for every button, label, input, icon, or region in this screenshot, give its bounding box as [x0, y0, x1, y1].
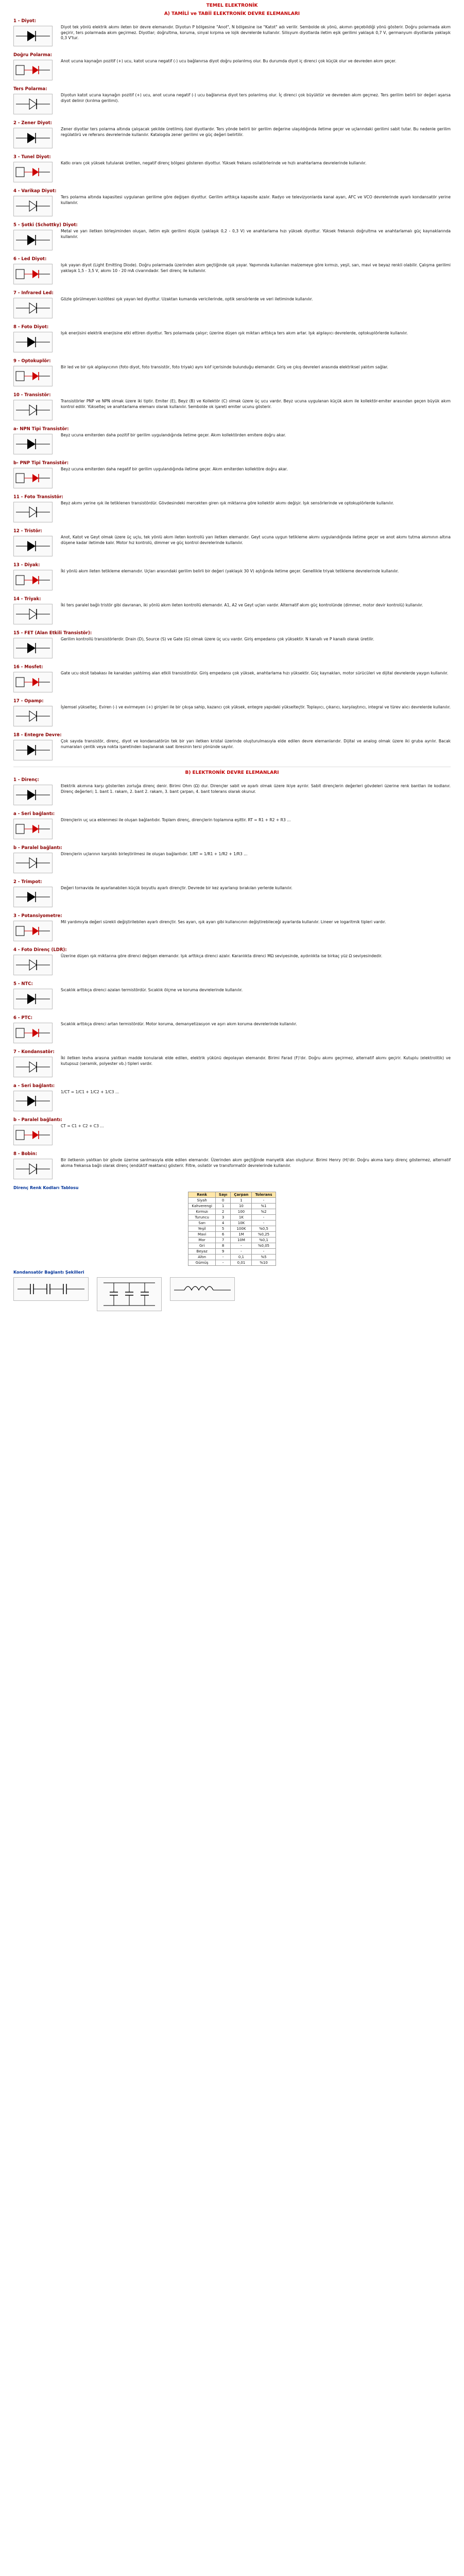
- section-b-entry-12: [13, 1151, 451, 1181]
- section-a-entry-14: [13, 461, 451, 490]
- component-title: b - Paralel bağlantı:: [13, 845, 62, 851]
- table-cell: -: [215, 1255, 231, 1260]
- table-cell: %1: [252, 1204, 276, 1209]
- table-cell: -: [252, 1215, 276, 1221]
- component-title: Doğru Polarma:: [13, 53, 53, 58]
- component-title: 6 - PTC:: [13, 1015, 33, 1021]
- component-symbol: [13, 785, 53, 805]
- component-body: [13, 852, 451, 875]
- component-title: 10 - Transistör:: [13, 393, 51, 398]
- component-title: 1 - Diyot:: [13, 19, 37, 24]
- component-body: [13, 1022, 451, 1045]
- component-description: Sıcaklık arttıkça direnci artan termistördür. Motor koruma, demanyetizasyon ve aşırı akım koruma devrelerinde kullanılır.: [61, 1022, 297, 1026]
- component-symbol: [13, 332, 53, 352]
- component-body: [13, 954, 451, 977]
- inductor-figure: [170, 1277, 235, 1301]
- color-table-col-1: Renk: [188, 1192, 216, 1198]
- table-cell: %0,05: [252, 1243, 276, 1249]
- component-body: [13, 886, 451, 909]
- component-body: [13, 93, 451, 116]
- component-title: 15 - FET (Alan Etkili Transistör):: [13, 631, 92, 636]
- component-title: 11 - Foto Transistör:: [13, 495, 63, 500]
- component-description: Dirençlerin uçlarının karşılıklı birleştirilmesi ile oluşan bağlantıdır. 1/RT = 1/R1 + 1/R2 + 1/R3 ...: [61, 852, 248, 856]
- table-cell: %0,5: [252, 1226, 276, 1232]
- component-title: 1 - Direnç:: [13, 777, 39, 783]
- table-row: [188, 1260, 276, 1266]
- component-description: Anot, Katot ve Geyt olmak üzere üç uçlu, tek yönlü akım ileten kontrollü yarı iletken elemandır. Geyt ucuna uygun tetikleme akımı uygulandığında iletime geçer ve anot akımı tutma akımının altına düşene kadar iletimde kalır. Motor hız kontrolü, dimmer ve güç kontrol devrelerinde kullanılır.: [61, 535, 451, 545]
- component-symbol: [13, 1091, 53, 1111]
- table-cell: -: [231, 1243, 252, 1249]
- table-cell: Siyah: [188, 1198, 216, 1204]
- table-cell: 100: [231, 1209, 252, 1215]
- component-description: Bir iletkenin yalıtkan bir gövde üzerine sarılmasıyla elde edilen elemandır. Üzerinden akım geçtiğinde manyetik alan oluşturur. Birimi Henry (H)'dir. Doğru akıma karşı direnç göstermez, alternatif akıma frekansa bağlı olarak direnç (endüktif reaktans) gösterir. Filtre, osilatör ve transformatör devrelerinde kullanılır.: [61, 1158, 451, 1168]
- section-b-entry-2: [13, 811, 451, 841]
- component-description: CT = C1 + C2 + C3 ...: [61, 1124, 104, 1128]
- section-a-entry-22: [13, 733, 451, 762]
- component-symbol: [13, 366, 53, 386]
- section-b-items: [13, 777, 451, 1181]
- component-symbol: [13, 26, 53, 46]
- table-cell: %10: [252, 1260, 276, 1266]
- table-cell: 100K: [231, 1226, 252, 1232]
- component-body: [13, 263, 451, 286]
- component-description: 1/CT = 1/C1 + 1/C2 + 1/C3 ...: [61, 1090, 119, 1094]
- table-cell: -: [231, 1249, 252, 1255]
- component-description: Sıcaklık arttıkça direnci azalan termistördür. Sıcaklık ölçme ve koruma devrelerinde kullanılır.: [61, 988, 243, 992]
- table-cell: %5: [252, 1255, 276, 1260]
- table-cell: %0,25: [252, 1232, 276, 1238]
- component-body: [13, 297, 451, 320]
- component-symbol: [13, 1125, 53, 1145]
- table-cell: Kahverengi: [188, 1204, 216, 1209]
- table-cell: -: [252, 1221, 276, 1226]
- component-description: Çok sayıda transistör, direnç, diyot ve kondansatörün tek bir yarı iletken kristal üzerinde oluşturulmasıyla elde edilen devre elemanlarıdır. Dijital ve analog olmak üzere iki gruba ayrılır. Bacak numaraları çentik veya nokta işaretinden başlanarak saat ibresinin tersi yönünde sayılır.: [61, 739, 451, 749]
- section-a-entry-7: [13, 223, 451, 252]
- section-a-entry-21: [13, 699, 451, 728]
- component-description: Metal ve yarı iletken birleşiminden oluşan, iletim eşik gerilimi düşük (yaklaşık 0,2 - 0,3 V) ve anahtarlama hızı yüksek diyottur. Yüksek frekanslı doğrultma ve anahtarlamalı güç kaynaklarında kullanılır.: [61, 229, 451, 239]
- component-symbol: [13, 570, 53, 590]
- section-b-entry-10: [13, 1083, 451, 1113]
- component-symbol: [13, 434, 53, 454]
- table-cell: 4: [215, 1221, 231, 1226]
- component-title: 13 - Diyak:: [13, 563, 40, 568]
- table-cell: 9: [215, 1249, 231, 1255]
- component-symbol: [13, 60, 53, 80]
- section-b-entry-6: [13, 947, 451, 977]
- table-cell: 2: [215, 1209, 231, 1215]
- section-a-entry-5: [13, 155, 451, 184]
- component-body: [13, 705, 451, 728]
- component-body: [13, 603, 451, 626]
- component-title: Ters Polarma:: [13, 87, 47, 92]
- section-b-entry-5: [13, 913, 451, 943]
- component-symbol: [13, 921, 53, 941]
- table-row: [188, 1238, 276, 1243]
- component-symbol: [13, 604, 53, 624]
- table-row: [188, 1249, 276, 1255]
- component-body: [13, 1124, 451, 1147]
- table-cell: 10M: [231, 1238, 252, 1243]
- table-cell: 0: [215, 1198, 231, 1204]
- section-b-entry-9: [13, 1049, 451, 1079]
- component-symbol: [13, 740, 53, 760]
- table-cell: Turuncu: [188, 1215, 216, 1221]
- component-title: 7 - Kondansatör:: [13, 1049, 55, 1055]
- table-cell: Mavi: [188, 1232, 216, 1238]
- section-a-entry-4: [13, 121, 451, 150]
- component-description: Gözle görülmeyen kızılötesi ışık yayan led diyottur. Uzaktan kumanda vericilerinde, optik sensörlerde ve veri iletiminde kullanılır.: [61, 297, 313, 301]
- component-title: 18 - Entegre Devre:: [13, 733, 62, 738]
- component-body: [13, 671, 451, 694]
- component-symbol: [13, 672, 53, 692]
- table-cell: 0,01: [231, 1260, 252, 1266]
- component-symbol: [13, 128, 53, 148]
- component-description: Dirençlerin uç uca eklenmesi ile oluşan bağlantıdır. Toplam direnç, dirençlerin toplamına eşittir. RT = R1 + R2 + R3 ...: [61, 818, 291, 822]
- page-title: TEMEL ELEKTRONİK: [206, 3, 258, 8]
- component-body: [13, 818, 451, 841]
- section-a-entry-11: [13, 359, 451, 388]
- component-description: Üzerine düşen ışık miktarına göre direnci değişen elemandır. Işık arttıkça direnci azalır. Karanlıkta direnci MΩ seviyesinde, aydınlıkta ise birkaç yüz Ω seviyesindedir.: [61, 954, 383, 958]
- table-cell: 10K: [231, 1221, 252, 1226]
- color-table-col-3: Çarpan: [231, 1192, 252, 1198]
- component-title: a - Seri bağlantı:: [13, 1083, 55, 1089]
- table-cell: 1: [215, 1204, 231, 1209]
- component-symbol: [13, 502, 53, 522]
- component-description: Elektrik akımına karşı gösterilen zorluğa direnç denir. Birimi Ohm (Ω) dur. Dirençler sabit ve ayarlı olmak üzere ikiye ayrılır. Sabit dirençlerin değerleri gövdeleri üzerine renk bantları ile kodlanır. Direnç değerleri; 1. bant 1. rakam, 2. bant 2. rakam, 3. bant çarpan, 4. bant tolerans olarak okunur.: [61, 784, 451, 794]
- component-body: [13, 988, 451, 1011]
- component-symbol: [13, 1057, 53, 1077]
- section-b-entry-1: [13, 777, 451, 807]
- component-description: Işık yayan diyot (Light Emitting Diode). Doğru polarmada üzerinden akım geçtiğinde ışık yayar. Yapımında kullanılan malzemeye göre kırmızı, yeşil, sarı, mavi ve beyaz renkli olabilir. Çalışma gerilimi yaklaşık 1,5 - 3,5 V, akımı 10 - 20 mA civarındadır. Seri direnç ile kullanılır.: [61, 263, 451, 273]
- component-description: Katkı oranı çok yüksek tutularak üretilen, negatif direnç bölgesi gösteren diyottur. Yüksek frekans osilatörlerinde ve hızlı anahtarlama devrelerinde kullanılır.: [61, 161, 367, 165]
- component-title: 4 - Varikap Diyot:: [13, 189, 57, 194]
- component-body: [13, 920, 451, 943]
- component-description: İki yönlü akım ileten tetikleme elemanıdır. Uçları arasındaki gerilim belirli bir değeri (yaklaşık 30 V) aştığında iletime geçer. Genellikle triyak tetikleme devrelerinde kullanılır.: [61, 569, 399, 573]
- component-description: Diyot tek yönlü elektrik akımı ileten bir devre elemanıdır. Diyotun P bölgesine "Anot", N bölgesine ise "Katot" adı verilir. Sembolde ok yönü, akımın geçebildiği yönü gösterir. Doğru polarmada akım geçirir, ters polarmada akım geçirmez. Diyotlar; doğrultma, koruma, sinyal kırpma ve lojik devrelerde kullanılır. Silisyum diyotlarda iletim eşik gerilimi yaklaşık 0,7 V, germanyum diyotlarda yaklaşık 0,3 V'tur.: [61, 25, 451, 40]
- component-body: [13, 569, 451, 592]
- table-cell: 0,1: [231, 1255, 252, 1260]
- section-b-entry-7: [13, 981, 451, 1011]
- component-description: Anot ucuna kaynağın pozitif (+) ucu, katot ucuna negatif (-) ucu bağlanırsa diyot doğru polarılmış olur. Bu durumda diyot iç direnci çok küçük olur ve devreden akım geçer.: [61, 59, 397, 63]
- component-body: [13, 365, 451, 388]
- component-body: [13, 739, 451, 762]
- component-body: [13, 1056, 451, 1079]
- table-cell: Sarı: [188, 1221, 216, 1226]
- component-description: Beyz ucuna emiterden daha negatif bir gerilim uygulandığında iletime geçer. Akım emiterden kollektöre doğru akar.: [61, 467, 288, 471]
- component-title: 12 - Tristör:: [13, 529, 42, 534]
- table-cell: Kırmızı: [188, 1209, 216, 1215]
- component-symbol: [13, 819, 53, 839]
- component-symbol: [13, 468, 53, 488]
- component-description: Transistörler PNP ve NPN olmak üzere iki tiptir. Emiter (E), Beyz (B) ve Kollektör (C) olmak üzere üç ucu vardır. Beyz ucuna uygulanan küçük akım ile kollektör-emiter arasından geçen büyük akım kontrol edilir. Yükselteç ve anahtarlama elemanı olarak kullanılır. Sembolde ok işareti emiter ucunu gösterir.: [61, 399, 451, 409]
- color-table-heading: Direnç Renk Kodları Tablosu: [13, 1185, 79, 1190]
- component-symbol: [13, 94, 53, 114]
- section-a-entry-10: [13, 325, 451, 354]
- component-description: Ters polarma altında kapasitesi uygulanan gerilime göre değişen diyottur. Gerilim arttıkça kapasite azalır. Radyo ve televizyonlarda kanal ayarı, AFC ve VCO devrelerinde ayarlı kondansatör yerine kullanılır.: [61, 195, 451, 205]
- section-title-b: B) ELEKTRONİK DEVRE ELEMANLARI: [185, 770, 279, 775]
- component-description: Beyz ucuna emiterden daha pozitif bir gerilim uygulandığında iletime geçer. Akım kollektörden emitere doğru akar.: [61, 433, 286, 437]
- section-b-entry-4: [13, 879, 451, 909]
- component-body: [13, 399, 451, 422]
- resistor-color-table: [188, 1192, 276, 1266]
- component-symbol: [13, 162, 53, 182]
- table-row: [188, 1243, 276, 1249]
- component-body: [13, 784, 451, 807]
- table-row: [188, 1204, 276, 1209]
- section-a-entry-16: [13, 529, 451, 558]
- table-cell: 10: [231, 1204, 252, 1209]
- capacitor-parallel-figure: [97, 1277, 162, 1311]
- component-body: [13, 637, 451, 660]
- component-symbol: [13, 706, 53, 726]
- section-a-entry-6: [13, 189, 451, 218]
- component-title: 5 - NTC:: [13, 981, 33, 987]
- component-symbol: [13, 400, 53, 420]
- component-title: 5 - Şotki (Schottky) Diyot:: [13, 223, 78, 228]
- component-title: 8 - Foto Diyot:: [13, 325, 49, 330]
- section-a-entry-19: [13, 631, 451, 660]
- section-a-entry-12: [13, 393, 451, 422]
- section-a-entry-20: [13, 665, 451, 694]
- section-a-entry-1: [13, 19, 451, 48]
- table-cell: 1: [231, 1198, 252, 1204]
- component-title: b - Paralel bağlantı:: [13, 1117, 62, 1123]
- component-symbol: [13, 638, 53, 658]
- section-a-entry-2: [13, 53, 451, 82]
- component-body: [13, 433, 451, 456]
- component-body: [13, 535, 451, 558]
- table-cell: Gümüş: [188, 1260, 216, 1266]
- component-title: b- PNP Tipi Transistör:: [13, 461, 69, 466]
- component-symbol: [13, 989, 53, 1009]
- component-symbol: [13, 955, 53, 975]
- component-body: [13, 127, 451, 150]
- component-title: 7 - Infrared Led:: [13, 291, 54, 296]
- table-cell: 1K: [231, 1215, 252, 1221]
- component-description: Zener diyotlar ters polarma altında çalışacak şekilde üretilmiş özel diyotlardır. Ters yönde belirli bir gerilim değerine ulaşıldığında iletime geçer ve uçlarındaki gerilimi sabit tutar. Bu nedenle gerilim regülatörü ve referans devrelerinde kullanılır. Katalogda zener gerilimi ve güç değeri belirtilir.: [61, 127, 451, 137]
- table-cell: Beyaz: [188, 1249, 216, 1255]
- component-symbol: [13, 536, 53, 556]
- table-cell: Gri: [188, 1243, 216, 1249]
- component-description: İşlemsel yükselteç. Eviren (-) ve evirmeyen (+) girişleri ile bir çıkışa sahip, kazancı çok yüksek, entegre yapıdaki yükselteçtir. Toplayıcı, çıkarıcı, karşılaştırıcı, integral ve türev alıcı devrelerde kullanılır.: [61, 705, 451, 709]
- section-b-entry-3: [13, 845, 451, 875]
- component-description: İki iletken levha arasına yalıtkan madde konularak elde edilen, elektrik yükünü depolayan elemandır. Birimi Farad (F)'dır. Doğru akımı geçirmez, alternatif akımı geçirir. Kutuplu (elektrolitik) ve kutupsuz (seramik, polyester vb.) tipleri vardır.: [61, 1056, 451, 1066]
- component-title: 9 - Optokuplör:: [13, 359, 51, 364]
- component-symbol: [13, 887, 53, 907]
- component-body: [13, 467, 451, 490]
- color-table-col-2: Sayı: [215, 1192, 231, 1198]
- component-body: [13, 1090, 451, 1113]
- table-cell: 1M: [231, 1232, 252, 1238]
- section-a-entry-17: [13, 563, 451, 592]
- component-body: [13, 229, 451, 252]
- table-row: [188, 1198, 276, 1204]
- table-cell: Mor: [188, 1238, 216, 1243]
- section-title-a: A) TAMİLİ ve TABİİ ELEKTRONİK DEVRE ELEMANLARI: [164, 11, 300, 16]
- document-page: [13, 0, 451, 1313]
- table-cell: -: [215, 1260, 231, 1266]
- component-description: Gate ucu oksit tabakası ile kanaldan yalıtılmış alan etkili transistördür. Giriş empedansı çok yüksek, anahtarlama hızı yüksektir. Güç kaynakları, motor sürücüleri ve dijital devrelerde yaygın kullanılır.: [61, 671, 449, 675]
- component-description: Bir led ve bir ışık algılayıcının (foto diyot, foto transistör, foto triyak) aynı kılıf içerisinde bulunduğu elemandır. Giriş ve çıkış devreleri arasında elektriksel yalıtım sağlar.: [61, 365, 388, 369]
- component-symbol: [13, 230, 53, 250]
- table-row: [188, 1232, 276, 1238]
- component-symbol: [13, 298, 53, 318]
- component-title: a- NPN Tipi Transistör:: [13, 427, 69, 432]
- section-a-entry-13: [13, 427, 451, 456]
- component-description: Gerilim kontrollü transistörlerdir. Drain (D), Source (S) ve Gate (G) olmak üzere üç ucu vardır. Giriş empedansı çok yüksektir. N kanallı ve P kanallı olarak üretilir.: [61, 637, 374, 641]
- component-title: 16 - Mosfet:: [13, 665, 43, 670]
- table-row: [188, 1255, 276, 1260]
- component-symbol: [13, 264, 53, 284]
- table-cell: -: [252, 1249, 276, 1255]
- section-a-entry-9: [13, 291, 451, 320]
- table-row: [188, 1215, 276, 1221]
- table-row: [188, 1209, 276, 1215]
- table-cell: -: [252, 1198, 276, 1204]
- component-description: Değeri tornavida ile ayarlanabilen küçük boyutlu ayarlı dirençtir. Devrede bir kez ayarlanıp bırakılan yerlerde kullanılır.: [61, 886, 293, 890]
- component-title: 6 - Led Diyot:: [13, 257, 47, 262]
- section-a-items: [13, 19, 451, 762]
- component-description: Beyz akımı yerine ışık ile tetiklenen transistördür. Gövdesindeki mercekten giren ışık miktarına göre kollektör akımı değişir. Işık sensörlerinde ve optokuplörlerde kullanılır.: [61, 501, 394, 505]
- section-b-entry-11: [13, 1117, 451, 1147]
- table-cell: 3: [215, 1215, 231, 1221]
- component-title: 4 - Foto Direnç (LDR):: [13, 947, 67, 953]
- table-cell: 5: [215, 1226, 231, 1232]
- table-cell: %0,1: [252, 1238, 276, 1243]
- component-title: 17 - Opamp:: [13, 699, 44, 704]
- table-cell: %2: [252, 1209, 276, 1215]
- component-symbol: [13, 1023, 53, 1043]
- section-a-entry-18: [13, 597, 451, 626]
- component-body: [13, 161, 451, 184]
- table-row: [188, 1221, 276, 1226]
- component-body: [13, 195, 451, 218]
- table-cell: 8: [215, 1243, 231, 1249]
- component-body: [13, 59, 451, 82]
- component-symbol: [13, 853, 53, 873]
- footer-note: Kondansatör Bağlantı Şekilleri: [13, 1270, 84, 1275]
- table-row: [188, 1226, 276, 1232]
- table-cell: 7: [215, 1238, 231, 1243]
- component-title: 8 - Bobin:: [13, 1151, 38, 1157]
- section-a-entry-3: [13, 87, 451, 116]
- component-body: [13, 501, 451, 524]
- component-description: Mil yardımıyla değeri sürekli değiştirilebilen ayarlı dirençtir. Ses ayarı, ışık ayarı gibi kullanıcının değiştirebileceği ayarlarda kullanılır. Lineer ve logaritmik tipleri vardır.: [61, 920, 386, 924]
- section-a-entry-15: [13, 495, 451, 524]
- component-body: [13, 331, 451, 354]
- component-title: 3 - Potansiyometre:: [13, 913, 62, 919]
- component-body: [13, 1158, 451, 1181]
- table-cell: Altın: [188, 1255, 216, 1260]
- component-symbol: [13, 196, 53, 216]
- table-cell: Yeşil: [188, 1226, 216, 1232]
- table-cell: 6: [215, 1232, 231, 1238]
- color-table-body: [188, 1198, 276, 1266]
- component-body: [13, 25, 451, 48]
- component-description: Işık enerjisini elektrik enerjisine etki ettiren diyottur. Ters polarmada çalışır; üzerine düşen ışık miktarı arttıkça ters akım artar. Işık algılayıcı devrelerde, optokuplörlerde kullanılır.: [61, 331, 408, 335]
- section-b-entry-8: [13, 1015, 451, 1045]
- component-title: 14 - Triyak:: [13, 597, 41, 602]
- component-symbol: [13, 1159, 53, 1179]
- component-title: 2 - Zener Diyot:: [13, 121, 53, 126]
- component-title: 3 - Tunel Diyot:: [13, 155, 51, 160]
- capacitor-series-figure: [13, 1277, 89, 1301]
- component-title: 2 - Trimpot:: [13, 879, 42, 885]
- color-table-header-row: [188, 1192, 276, 1198]
- component-description: İki ters paralel bağlı tristör gibi davranan, iki yönlü akım ileten kontrollü elemandır. A1, A2 ve Geyt uçları vardır. Alternatif akım güç kontrolünde (dimmer, motor devir kontrolü) kullanılır.: [61, 603, 423, 607]
- section-a-entry-8: [13, 257, 451, 286]
- capacitor-figures: [13, 1276, 451, 1313]
- component-title: a - Seri bağlantı:: [13, 811, 55, 817]
- component-description: Diyotun katot ucuna kaynağın pozitif (+) ucu, anot ucuna negatif (-) ucu bağlanırsa diyot ters polarılmış olur. İç direnci çok büyüktür ve devreden akım geçmez. Ters gerilim belirli bir değeri aşarsa diyot delinir (kırılma gerilimi).: [61, 93, 451, 103]
- color-table-col-4: Tolerans: [252, 1192, 276, 1198]
